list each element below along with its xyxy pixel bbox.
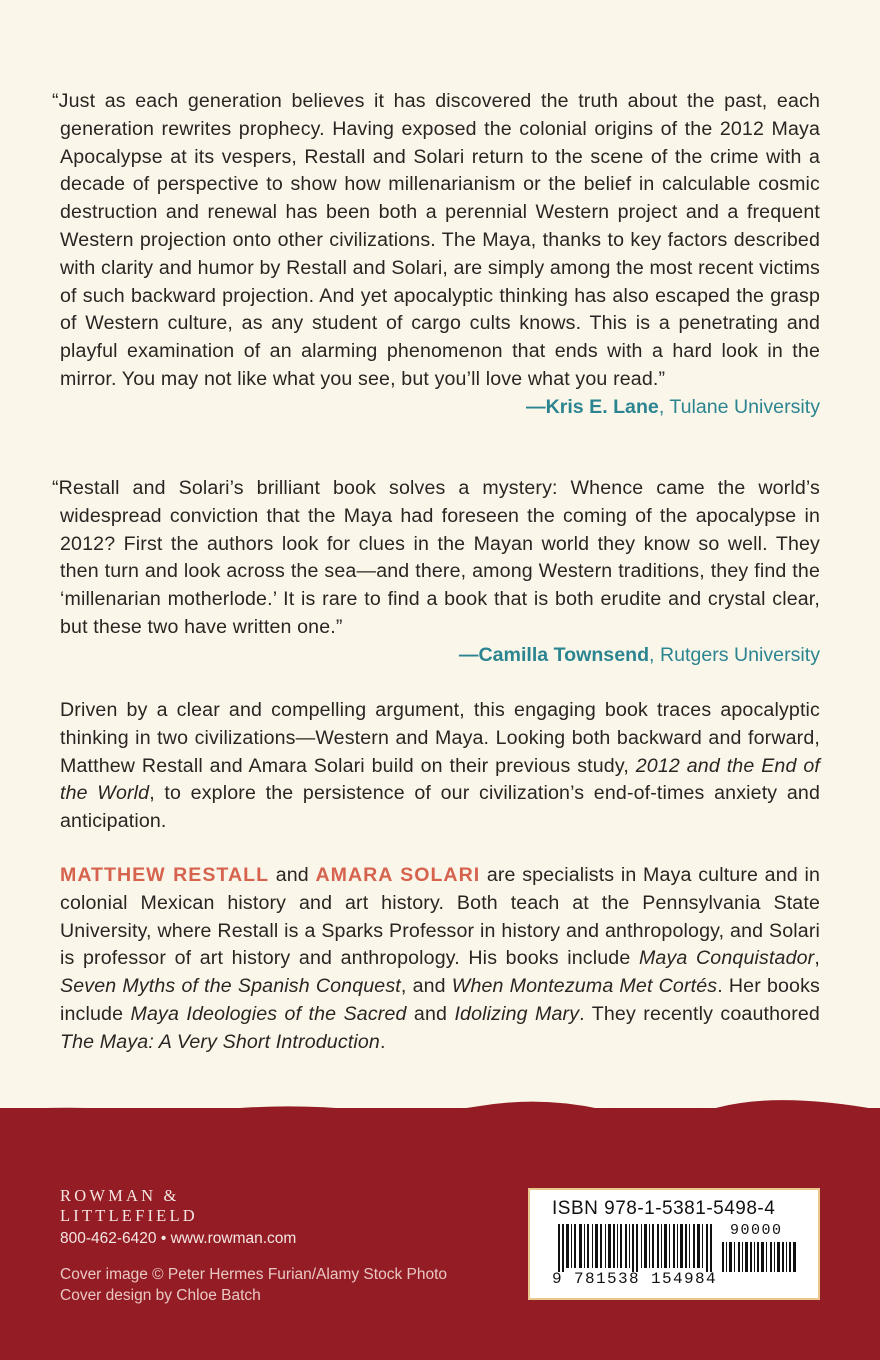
barcode-addon-digits: 90000 — [730, 1222, 783, 1239]
quote-affiliation: Tulane University — [669, 395, 820, 418]
bottom-band — [0, 1108, 880, 1360]
description-text: Driven by a clear and compelling argument, this engaging book traces apocalyptic thinking in two civilizations—Western and Maya. Looking both backward and forward, Matthew Restall and Amara Solari build on their previous study, — [60, 699, 820, 777]
book-title: Maya Ideologies of the Sacred — [130, 1002, 407, 1025]
bio-text: . Her books include — [60, 975, 820, 1025]
quote-author: —Kris E. Lane — [525, 395, 659, 418]
quote-text: “Just as each generation believes it has discovered the truth about the past, each generation rewrites prophecy. Having exposed the colonial origins of the 2012 Maya Apocalypse at its vespers, Restall and Solari return to the scene of the crime with a decade of perspective to show how millenarianism or the belief in calculable cosmic destruction and renewal has been both a perennial Western project and a frequent Western projection onto other civilizations. The Maya, thanks to key factors described with clarity and humor by Restall and Solari, are simply among the most recent victims of such backward projection. And yet apocalyptic thinking has also escaped the grasp of Western culture, as any student of cargo cults knows. This is a penetrating and playful examination of an alarming phenomenon that ends with a hard look in the mirror. You may not like what you see, but you’ll love what you read.” — [52, 90, 820, 390]
description-text: , to explore the persistence of our civilization’s end-of-times anxiety and anticipation. — [60, 782, 820, 833]
cover-image-credit: Cover image © Peter Hermes Furian/Alamy Stock Photo — [60, 1266, 448, 1283]
book-title: Seven Myths of the Spanish Conquest — [60, 975, 401, 998]
book-title: Idolizing Mary — [454, 1002, 580, 1025]
quote-attribution: —Kris E. Lane, Tulane University — [525, 395, 820, 418]
quote-block-1 — [52, 88, 820, 422]
book-title: The Maya: A Very Short Introduction — [60, 1030, 380, 1053]
author-bio: MATTHEW RESTALL and AMARA SOLARI are specialists in Maya culture and in colonial Mexican history and art history. Both teach at the Pennsylvania State University, where Restall is a Sparks Professor in history and anthropology, and Solari is professor of art history and anthropology. His books include Maya Conquistador, Seven Myths of the Spanish Conquest, and When Montezuma Met Cortés. Her books include Maya Ideologies of the Sacred and Idolizing Mary. They recently coauthored The Maya: A Very Short Introduction. — [60, 864, 821, 1053]
description-book-title: 2012 and the End of the World — [60, 754, 820, 805]
book-description — [60, 697, 820, 836]
torn-edge — [0, 1094, 880, 1124]
barcode — [528, 1188, 820, 1300]
publisher-contact: 800-462-6420 • www.rowman.com — [60, 1230, 297, 1247]
author-name: MATTHEW RESTALL — [60, 864, 270, 886]
barcode-digits: 9 781538 154984 — [552, 1270, 718, 1288]
bio-text: and — [275, 864, 309, 886]
publisher-logo: ROWMAN & LITTLEFIELD — [60, 1186, 198, 1225]
quote-attribution: —Camilla Townsend, Rutgers University — [458, 643, 820, 666]
isbn-label: ISBN 978-1-5381-5498-4 — [552, 1198, 776, 1219]
bio-text: are specialists in Maya culture and in colonial Mexican history and art history. Both teach at the Pennsylvania State University, where Restall is a Sparks Professor in history and anthropology, and Solari is professor of art history and anthropology. His books include — [60, 864, 821, 970]
book-title: Maya Conquistador — [638, 947, 815, 970]
quote-block-2 — [52, 475, 820, 670]
barcode-bars — [552, 1224, 802, 1272]
quote-author: —Camilla Townsend — [458, 643, 650, 666]
author-name: AMARA SOLARI — [315, 864, 481, 886]
quote-text: “Restall and Solari’s brilliant book solves a mystery: Whence came the world’s widespread conviction that the Maya had foreseen the coming of the apocalypse in 2012? First the authors look for clues in the Mayan world they know so well. They then turn and look across the sea—and there, among Western traditions, they find the ‘millenarian motherlode.’ It is rare to find a book that is both erudite and crystal clear, but these two have written one.” — [52, 477, 820, 638]
book-title: When Montezuma Met Cortés — [451, 975, 718, 998]
cover-design-credit: Cover design by Chloe Batch — [60, 1287, 261, 1304]
quote-affiliation: Rutgers University — [659, 643, 820, 666]
cover-credits — [60, 1264, 447, 1306]
bio-text: . They recently coauthored — [579, 1002, 820, 1025]
